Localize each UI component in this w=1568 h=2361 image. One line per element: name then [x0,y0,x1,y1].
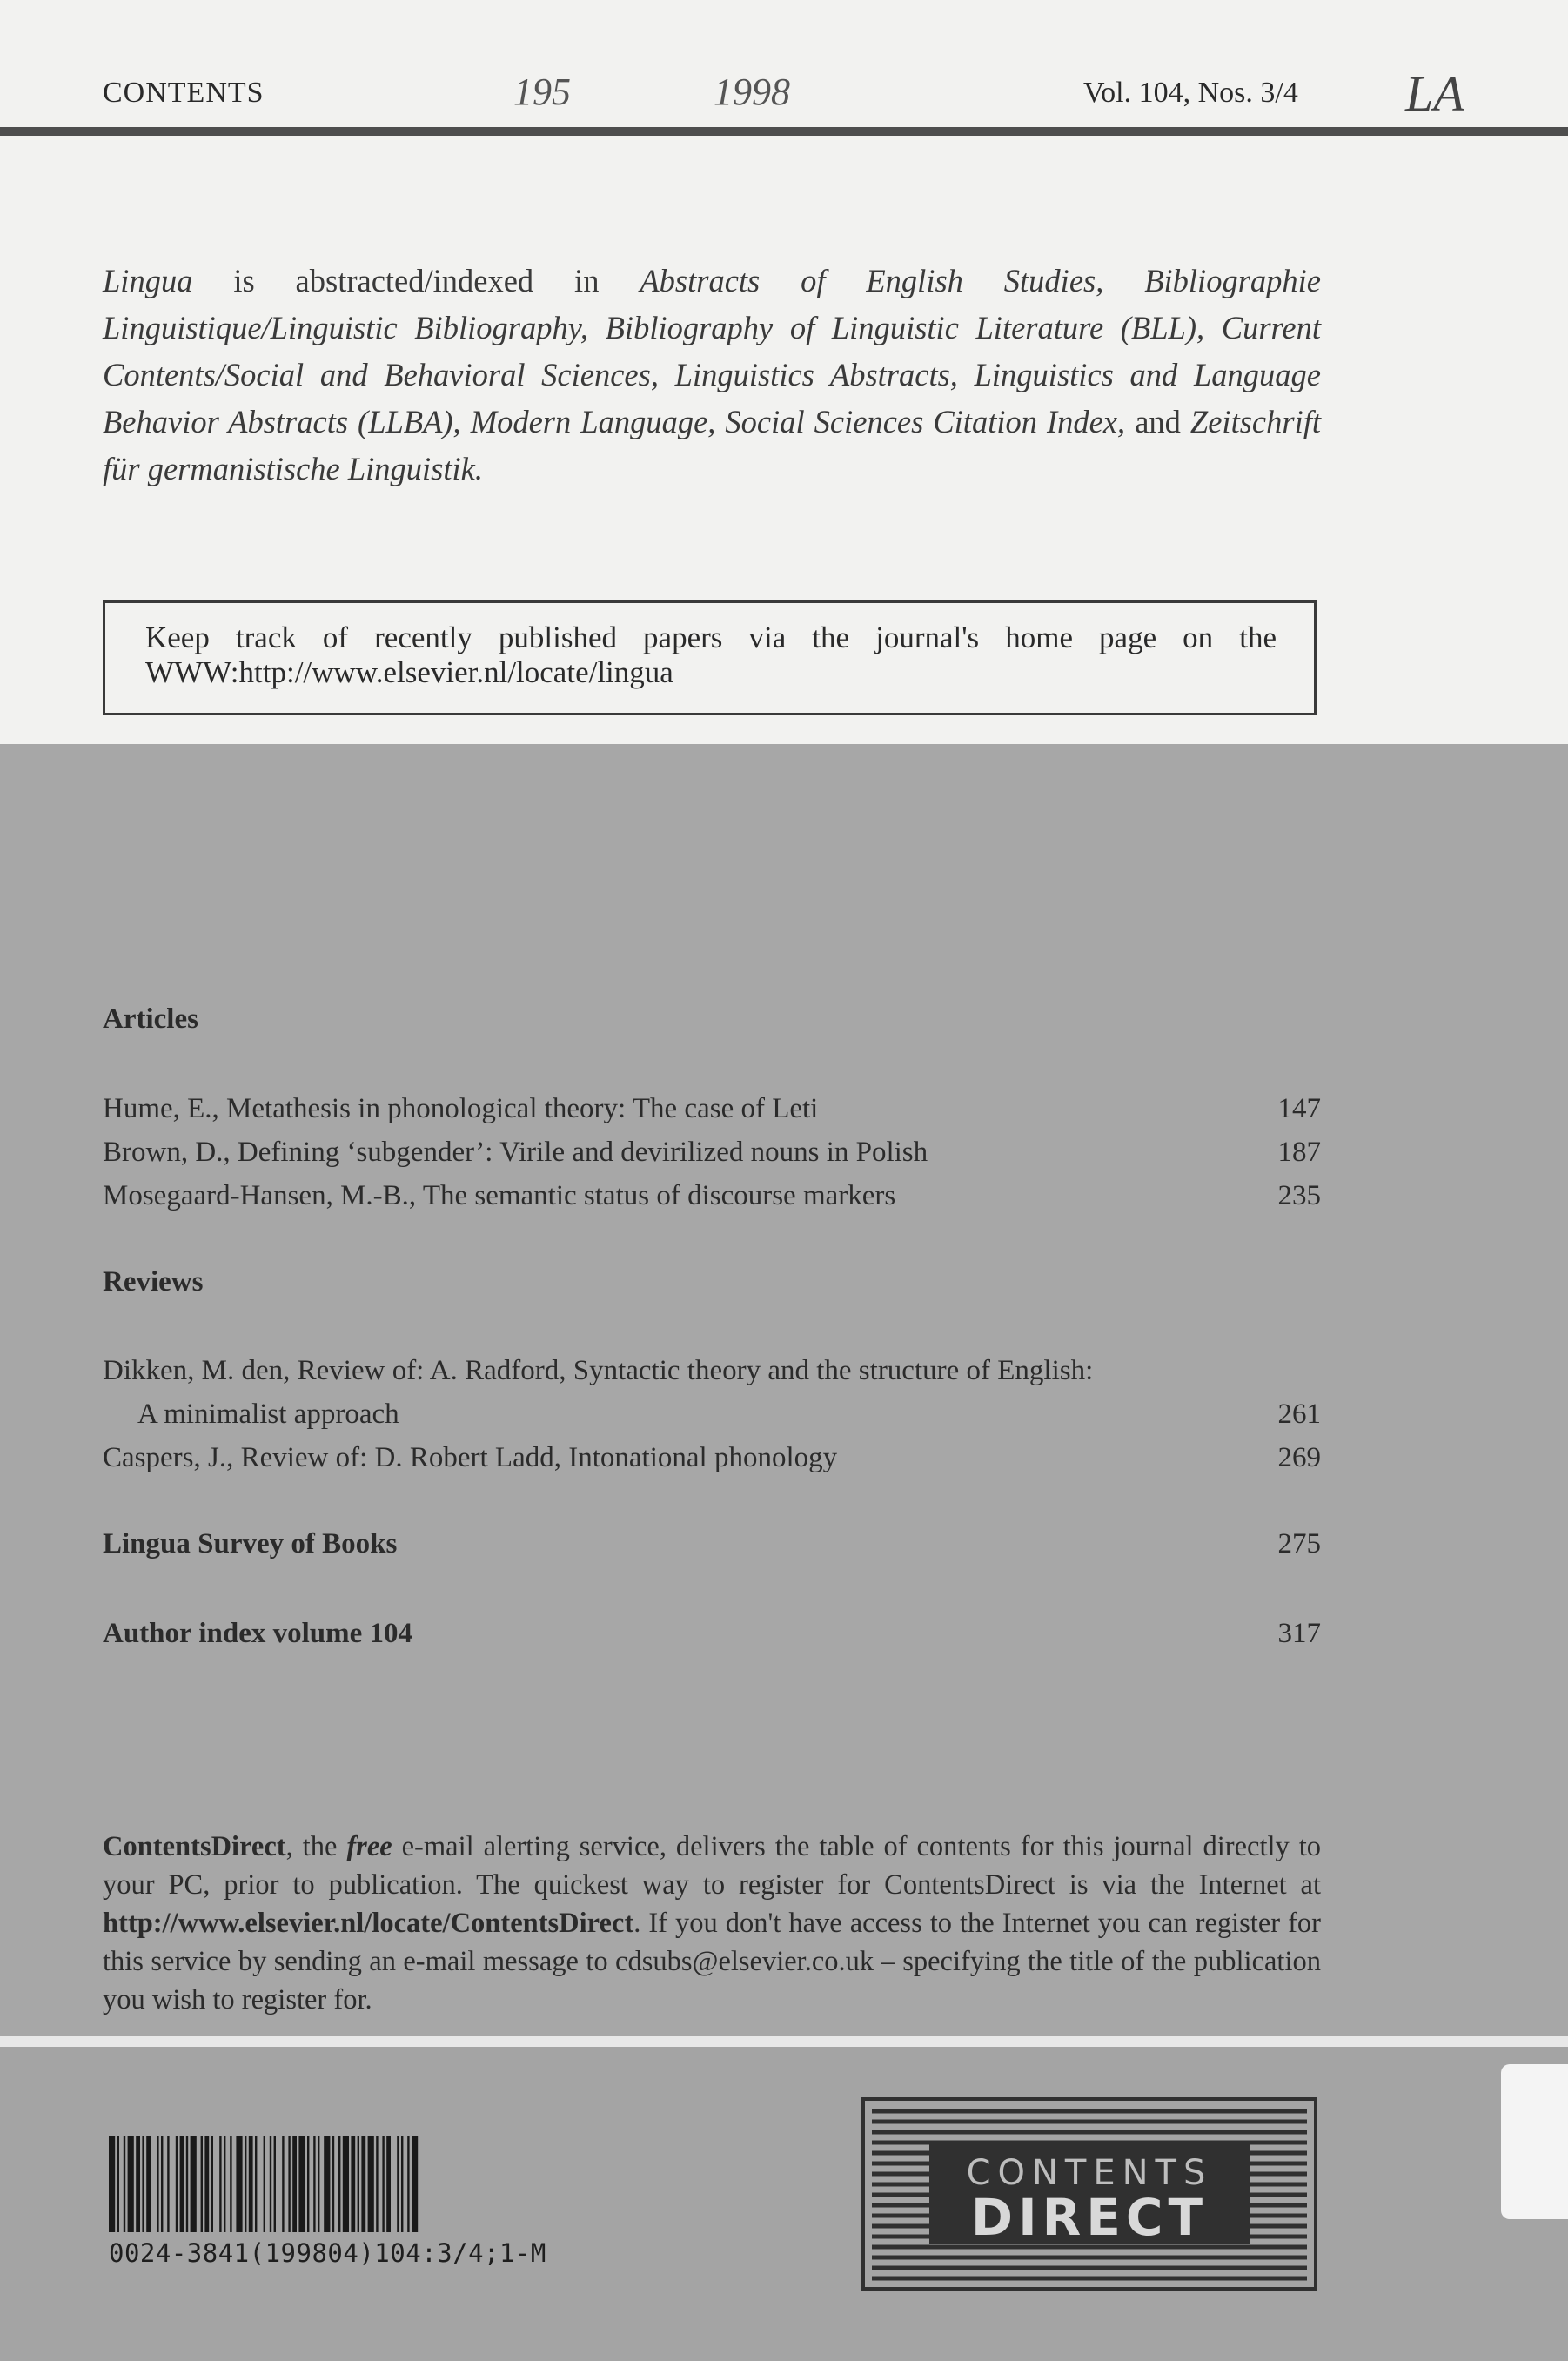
review-entry: Caspers, J., Review of: D. Robert Ladd, Intonational phonology [103,1442,838,1473]
abstract-text-4: Zeitschrift für germanistische Linguistik. [103,404,1321,486]
contentsdirect-name: ContentsDirect [103,1831,286,1862]
reviews-heading: Reviews [103,1266,204,1298]
indexing-paragraph [103,258,1321,493]
contentsdirect-paragraph [103,1828,1321,2019]
abstract-text-1: is abstracted/indexed in [192,263,640,298]
homepage-notice-box [103,600,1317,715]
cd-free: free [346,1831,392,1862]
barcode-number: 0024-3841(199804)104:3/4;1-M [109,2238,546,2268]
abstract-text-2: Abstracts of English Studies, Bibliographie Linguistique/Linguistic Bibliography, Bibliography of Linguistic Literature (BLL), Current Contents/Social and Behavioral Sciences, Linguistics Abstracts, Linguistics and Language Behavior Abstracts (LLBA), Modern Language, Social Sciences Citation Index, [103,263,1321,439]
header-title: CONTENTS [103,77,265,109]
cd-text-1: , the [285,1831,347,1862]
bottom-rule [0,2036,1568,2047]
homepage-notice-text: Keep track of recently published papers via the journal's home page on the WWW:http://www.elsevier.nl/locate/lingua [145,620,1277,689]
articles-heading: Articles [103,1003,198,1035]
author-index-heading: Author index volume 104 [103,1618,413,1649]
article-page: 187 [1277,1137,1321,1168]
handwritten-note-2: 1998 [714,70,790,113]
review-entry: Dikken, M. den, Review of: A. Radford, Syntactic theory and the structure of English: [103,1355,1094,1386]
article-entry: Mosegaard-Hansen, M.-B., The semantic status of discourse markers [103,1180,896,1211]
article-page: 235 [1277,1180,1321,1211]
handwritten-note-1: 195 [513,70,571,113]
journal-name: Lingua [103,263,193,298]
author-index-page: 317 [1277,1618,1321,1649]
side-tab [1501,2064,1568,2219]
volume-label: Vol. 104, Nos. 3/4 [1083,77,1298,109]
article-entry: Hume, E., Metathesis in phonological theory: The case of Leti [103,1093,819,1124]
cd-text-3: . If you don't have access to the Internet you can register for this service by sending an e-mail message to cdsubs@elsevier.co.uk – specifying the title of the publication you wish to register for. [103,1908,1321,2016]
review-page: 261 [1277,1398,1321,1430]
handwritten-note-3: LA [1405,65,1464,122]
contentsdirect-url[interactable]: http://www.elsevier.nl/locate/ContentsDirect [103,1908,634,1939]
survey-heading: Lingua Survey of Books [103,1528,398,1559]
review-page: 269 [1277,1442,1321,1473]
cd-text-2: e-mail alerting service, delivers the table of contents for this journal directly to your PC, prior to publication. The quickest way to register for ContentsDirect is via the Internet at [103,1831,1321,1901]
contentsdirect-logo [861,2097,1317,2291]
survey-page: 275 [1277,1528,1321,1559]
logo-contents-text: CONTENTS [966,2153,1213,2193]
article-page: 147 [1277,1093,1321,1124]
header-rule [0,127,1568,136]
logo-direct-text: DIRECT [970,2188,1209,2247]
barcode [109,2136,615,2232]
abstract-text-3: and [1125,404,1190,439]
review-entry-continuation: A minimalist approach [137,1398,399,1430]
article-entry: Brown, D., Defining ‘subgender’: Virile and devirilized nouns in Polish [103,1137,928,1168]
